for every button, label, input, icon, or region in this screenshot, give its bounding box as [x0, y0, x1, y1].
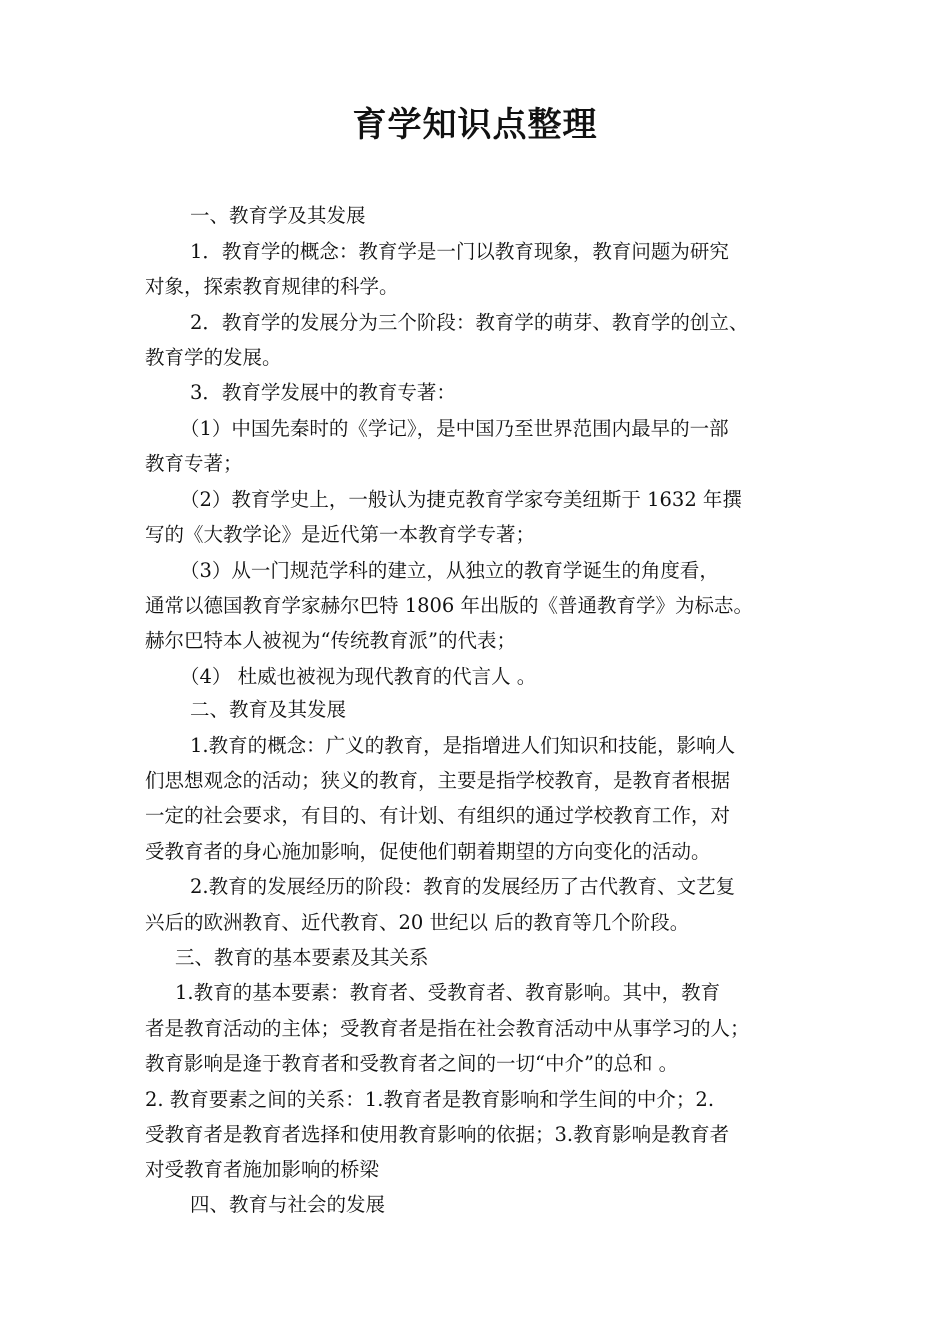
paragraph-line: （1）中国先秦时的《学记》，是中国乃至世界范围内最早的一部	[180, 417, 729, 440]
paragraph-line: 对受教育者施加影响的桥梁	[145, 1158, 380, 1181]
paragraph-line: 们思想观念的活动；狭义的教育，主要是指学校教育，是教育者根据	[145, 769, 731, 792]
paragraph-line: 受教育者的身心施加影响，促使他们朝着期望的方向变化的活动。	[145, 840, 711, 863]
paragraph-line: 兴后的欧洲教育、近代教育、20 世纪以 后的教育等几个阶段。	[145, 911, 690, 934]
paragraph-line: 赫尔巴特本人被视为“传统教育派”的代表；	[145, 629, 516, 652]
paragraph-line: 教育学的发展。	[145, 346, 282, 369]
paragraph-line: 写的《大教学论》是近代第一本教育学专著；	[145, 523, 536, 546]
section-heading-3: 三、教育的基本要素及其关系	[175, 946, 429, 969]
paragraph-line: 1．教育学的概念：教育学是一门以教育现象，教育问题为研究	[190, 240, 729, 263]
section-heading-1: 一、教育学及其发展	[190, 204, 366, 227]
paragraph-line: （3）从一门规范学科的建立，从独立的教育学诞生的角度看，	[180, 559, 719, 582]
paragraph-line: 2．教育学的发展分为三个阶段：教育学的萌芽、教育学的创立、	[190, 311, 749, 334]
paragraph-line: 受教育者是教育者选择和使用教育影响的依据；3.教育影响是教育者	[145, 1123, 730, 1146]
paragraph-line: 1.教育的基本要素：教育者、受教育者、教育影响。其中，教育	[175, 981, 721, 1004]
paragraph-line: 2.教育的发展经历的阶段：教育的发展经历了古代教育、文艺复	[190, 875, 736, 898]
paragraph-line: 1.教育的概念：广义的教育，是指增进人们知识和技能，影响人	[190, 734, 736, 757]
paragraph-line: 教育专著；	[145, 452, 243, 475]
paragraph-line: 通常以德国教育学家赫尔巴特 1806 年出版的《普通教育学》为标志。	[145, 594, 754, 617]
paragraph-line: （2）教育学史上，一般认为捷克教育学家夸美纽斯于 1632 年撰	[180, 488, 742, 511]
paragraph-line: 者是教育活动的主体；受教育者是指在社会教育活动中从事学习的人；	[145, 1017, 750, 1040]
paragraph-line: 2. 教育要素之间的关系：1.教育者是教育影响和学生间的中介；2.	[145, 1088, 715, 1111]
paragraph-line: 3．教育学发展中的教育专著：	[190, 381, 456, 404]
paragraph-line: 一定的社会要求，有目的、有计划、有组织的通过学校教育工作，对	[145, 804, 731, 827]
page-title: 育学知识点整理	[352, 105, 598, 145]
paragraph-line: （4） 杜威也被视为现代教育的代言人 。	[180, 665, 537, 688]
paragraph-line: 对象，探索教育规律的科学。	[145, 275, 399, 298]
section-heading-4: 四、教育与社会的发展	[190, 1193, 386, 1216]
section-heading-2: 二、教育及其发展	[190, 698, 347, 721]
paragraph-line: 教育影响是逄于教育者和受教育者之间的一切“中介”的总和 。	[145, 1052, 679, 1075]
